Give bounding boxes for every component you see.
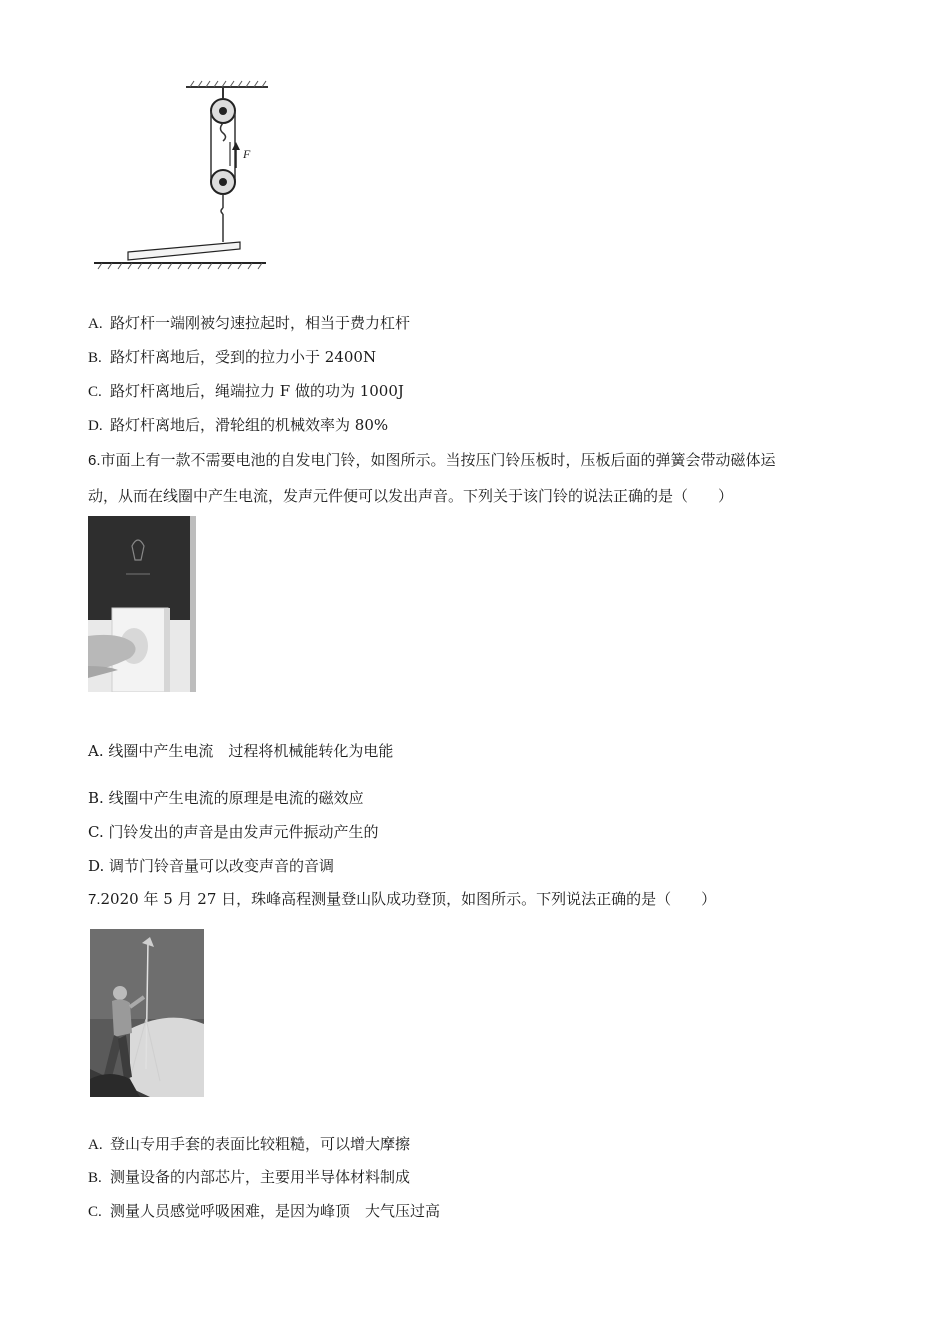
q5-option-d xyxy=(88,415,388,436)
q7-stem xyxy=(88,889,716,910)
q7-option-a xyxy=(88,1134,410,1155)
q5-option-c xyxy=(88,381,404,402)
option-text: 登山专用手套的表面比较粗糙，可以增大摩擦 xyxy=(110,1135,411,1153)
option-letter: C. xyxy=(88,1204,102,1220)
option-letter: A. xyxy=(88,742,104,760)
option-letter: B. xyxy=(88,789,104,807)
q5-option-b xyxy=(88,347,376,368)
option-text: 路灯杆离地后，滑轮组的机械效率为 80% xyxy=(110,416,389,434)
question-text: 市面上有一款不需要电池的自发电门铃，如图所示。当按压门铃压板时，压板后面的弹簧会带动磁体运 xyxy=(100,451,776,469)
q6-stem-line-2 xyxy=(88,486,733,506)
option-letter: A. xyxy=(88,1137,103,1153)
option-text: 测量设备的内部芯片，主要用半导体材料制成 xyxy=(110,1168,411,1186)
question-text: 动，从而在线圈中产生电流，发声元件便可以发出声音。下列关于该门铃的说法正确的是（ ） xyxy=(88,487,734,505)
summit-survey-photo xyxy=(90,929,204,1097)
q6-option-d xyxy=(88,856,334,876)
q6-option-b xyxy=(88,788,364,808)
option-text: 路灯杆离地后，绳端拉力 F 做的功为 1000J xyxy=(110,382,404,400)
option-text: 线圈中产生电流 过程将机械能转化为电能 xyxy=(108,742,394,760)
option-text: 线圈中产生电流的原理是电流的磁效应 xyxy=(108,789,364,807)
option-text: 路灯杆一端刚被匀速拉起时，相当于费力杠杆 xyxy=(110,314,411,332)
q7-option-b xyxy=(88,1167,410,1188)
option-letter: B. xyxy=(88,1170,102,1186)
q7-option-c xyxy=(88,1201,440,1222)
q6-option-a xyxy=(88,741,393,761)
option-text: 调节门铃音量可以改变声音的音调 xyxy=(109,857,335,875)
doorbell-photo xyxy=(88,516,196,692)
option-letter: D. xyxy=(88,418,103,434)
option-text: 测量人员感觉呼吸困难，是因为峰顶 大气压过高 xyxy=(110,1202,441,1220)
q6-option-c xyxy=(88,822,379,842)
question-text: 2020 年 5 月 27 日，珠峰高程测量登山队成功登顶，如图所示。下列说法正确的是（ ） xyxy=(100,890,717,908)
option-letter: A. xyxy=(88,316,103,332)
option-letter: D. xyxy=(88,857,105,875)
q6-stem-line-1 xyxy=(88,450,776,471)
option-letter: C. xyxy=(88,384,102,400)
option-letter: B. xyxy=(88,350,102,366)
pulley-system-figure xyxy=(90,80,280,275)
option-text: 门铃发出的声音是由发声元件振动产生的 xyxy=(108,823,379,841)
question-number: 6. xyxy=(88,452,101,469)
option-text: 路灯杆离地后，受到的拉力小于 2400N xyxy=(110,348,377,366)
q5-option-a xyxy=(88,313,410,334)
option-letter: C. xyxy=(88,823,104,841)
question-number: 7. xyxy=(88,891,101,908)
force-label: F xyxy=(243,147,251,161)
